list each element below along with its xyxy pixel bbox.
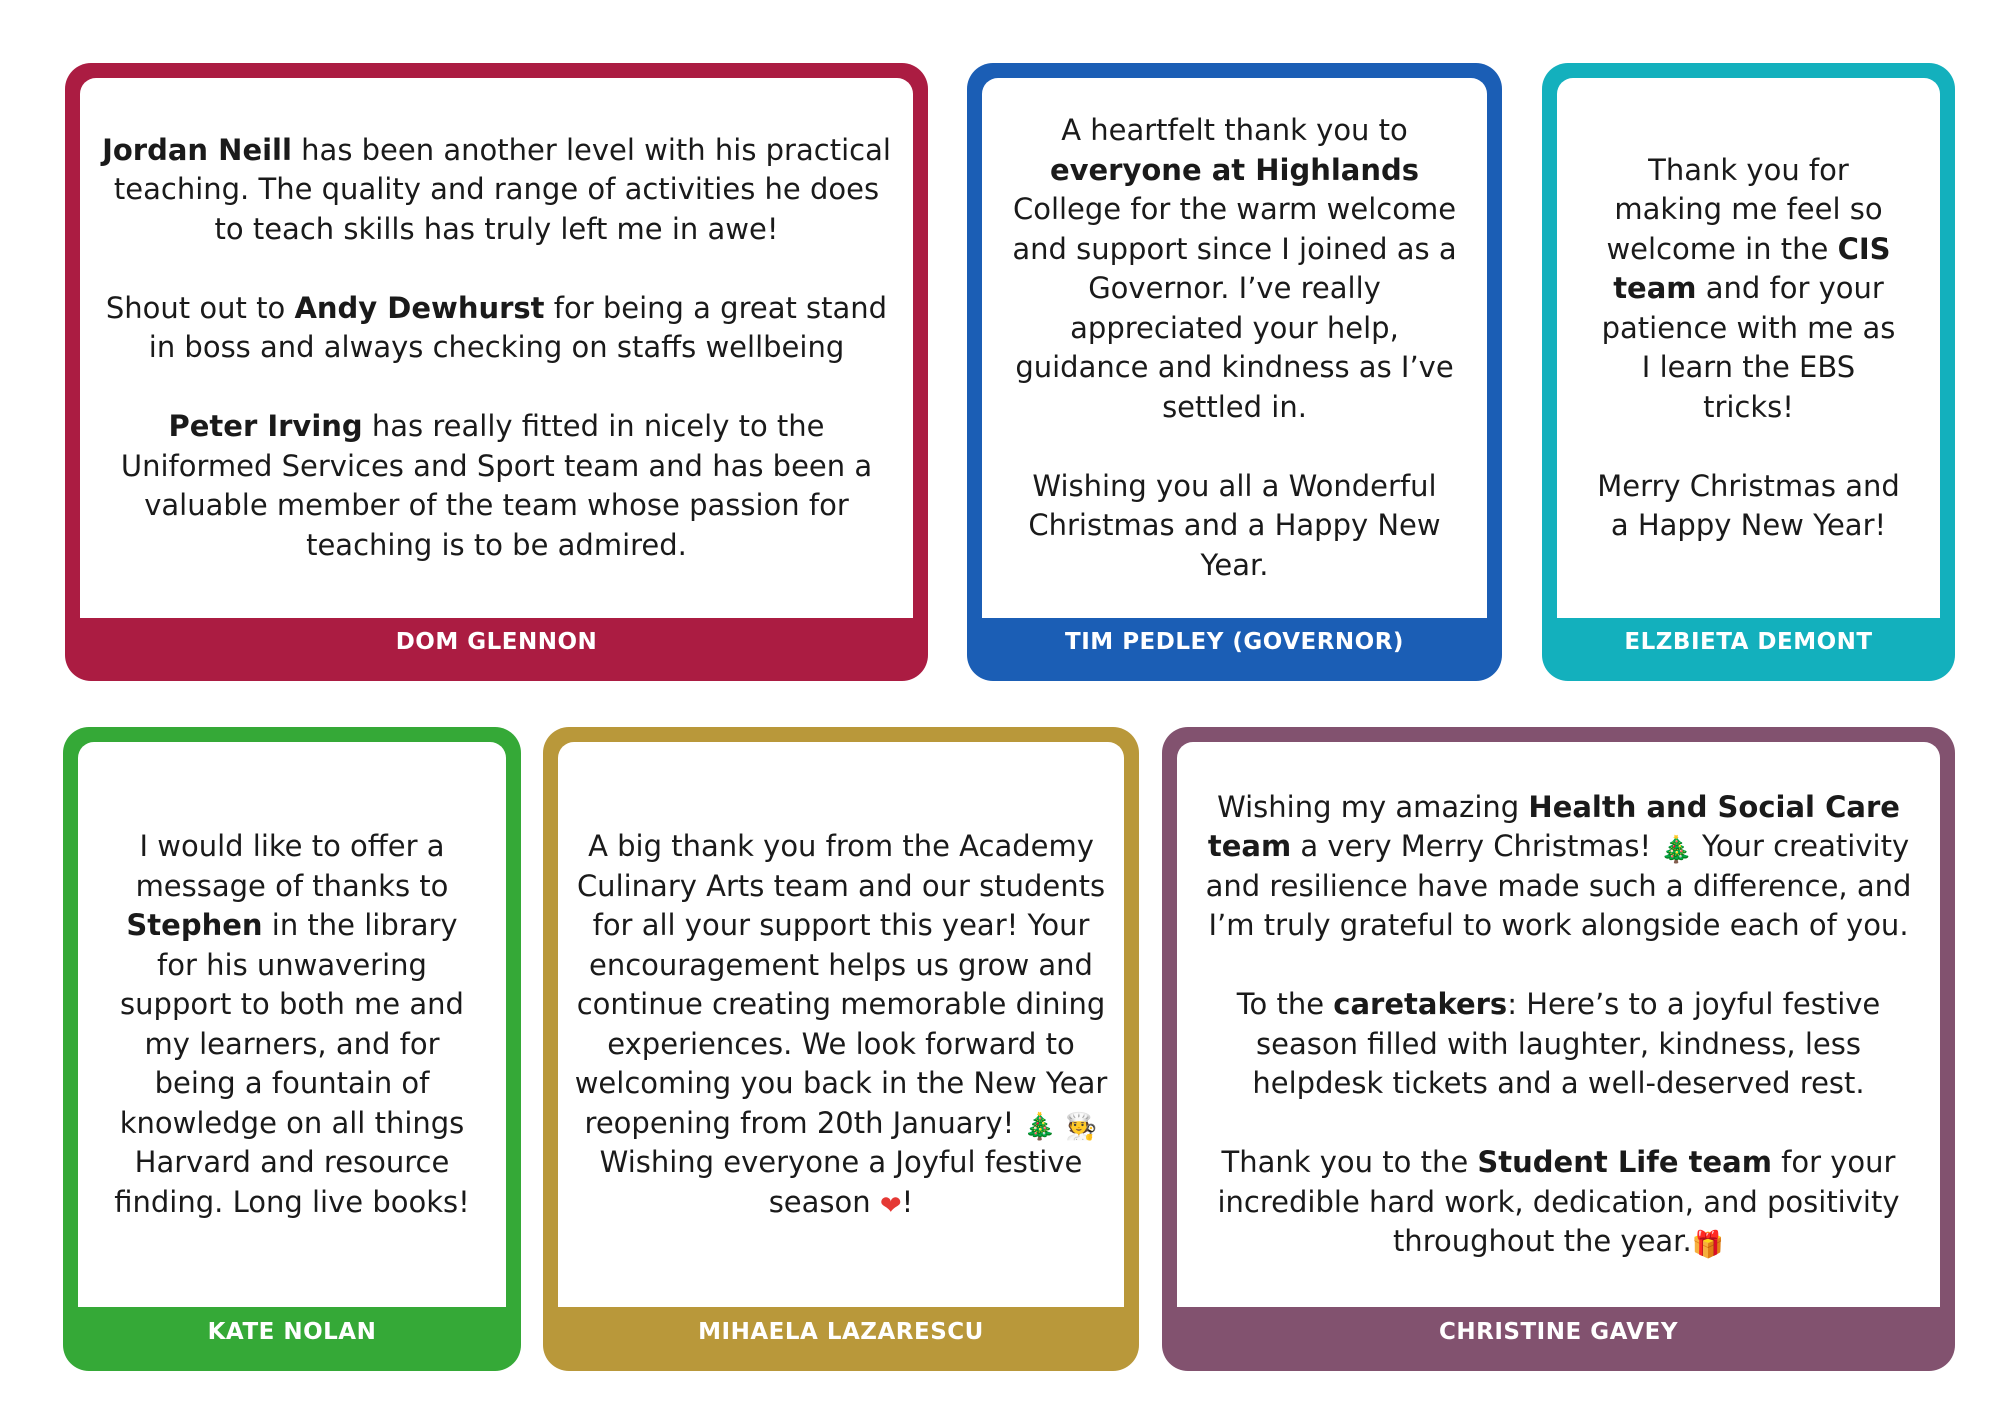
highlighted-name: Student Life team (1477, 1145, 1772, 1179)
message-text-span: A big thank you from the Academy Culinary Arts team and our students for all your support this year! Your encouragement helps us grow and continue creating memorable dining experiences. We look forward to welcoming you back in the New Year reopening from 20th January! (574, 829, 1108, 1140)
message-text-span: Wishing you all a Wonderful Christmas and a Happy New Year. (1028, 468, 1441, 582)
message-text-span: Thank you to the (1221, 1145, 1478, 1179)
message-text-span: for your incredible hard work, dedication, and positivity throughout the year. (1217, 1145, 1900, 1258)
message-text-span: Your creativity and resilience have made such a difference, and I’m truly grateful to work alongside each of you. (1205, 829, 1912, 942)
emoji-icon: 🎄 (1660, 835, 1693, 865)
emoji-icon: ❤ (879, 1190, 902, 1221)
message-paragraph (102, 131, 891, 250)
message-text-span: Wishing my amazing (1217, 789, 1529, 824)
author-name: ELZBIETA DEMONT (1624, 629, 1873, 655)
message-text-span: A heartfelt thank you to (1061, 113, 1408, 147)
message-text-span: ! (901, 1184, 914, 1219)
card-christine-gavey (1162, 727, 1955, 1371)
card-kate-nolan (63, 727, 521, 1371)
highlighted-name: Stephen (126, 908, 263, 942)
message-text-span: has been another level with his practical teaching. The quality and range of activities he does to teach skills has truly left me in awe! (113, 132, 891, 246)
message-paragraph (1595, 151, 1902, 428)
message-box (80, 78, 913, 618)
message-text-span: To the (1236, 987, 1334, 1021)
message-text-span: a very Merry Christmas! (1291, 829, 1661, 863)
message-text (1195, 788, 1922, 1262)
message-text-span: has really fitted in nicely to the Uniformed Services and Sport team and has been a valuable member of the team whose passion for teaching is to be admired. (120, 409, 873, 562)
message-text-span: and for your patience with me as I learn the EBS tricks! (1601, 271, 1896, 424)
card-elzbieta-demont (1542, 63, 1955, 681)
author-name: DOM GLENNON (395, 629, 598, 655)
highlighted-name: caretakers (1333, 987, 1508, 1021)
highlighted-name: CIS team (1613, 231, 1891, 305)
message-paragraph (1000, 467, 1469, 586)
message-text (102, 131, 891, 566)
card-tim-pedley (967, 63, 1502, 681)
message-paragraph (572, 827, 1110, 1222)
card-dom-glennon (65, 63, 928, 681)
emoji-icon: 🎄 (1023, 1111, 1056, 1142)
message-text (572, 827, 1110, 1222)
author-name: MIHAELA LAZARESCU (698, 1318, 984, 1345)
message-paragraph (1195, 1143, 1922, 1262)
message-paragraph (1195, 788, 1922, 946)
message-paragraph (1595, 467, 1902, 546)
message-text-span: Wishing everyone a Joyful festive season (599, 1145, 1083, 1219)
highlighted-name: everyone at Highlands (1049, 152, 1420, 187)
message-text-span: in the library for his unwavering support to both me and my learners, and for being a fountain of knowledge on all things Harvard and resource finding. Long live books! (114, 908, 470, 1219)
message-text-span: I would like to offer a message of thanks to (135, 829, 449, 903)
message-text (1000, 111, 1469, 585)
highlighted-name: Peter Irving (168, 409, 363, 444)
highlighted-name: Jordan Neill (102, 132, 292, 167)
message-text-span: College for the warm welcome and support since I joined as a Governor. I’ve really appreciated your help, guidance and kindness as I’ve settled in. (1012, 192, 1457, 424)
message-text-span (1056, 1106, 1065, 1140)
message-box (558, 742, 1124, 1307)
highlighted-name: Andy Dewhurst (294, 290, 545, 325)
message-paragraph (102, 407, 891, 565)
message-box (1557, 78, 1940, 618)
emoji-icon: 🎁 (1691, 1230, 1725, 1260)
message-box (1177, 742, 1940, 1307)
message-text-span: Shout out to (105, 290, 295, 325)
card-mihaela-lazarescu (543, 727, 1139, 1371)
message-text (1595, 151, 1902, 546)
author-name: TIM PEDLEY (GOVERNOR) (1065, 629, 1404, 655)
message-paragraph (102, 289, 891, 368)
message-text-span: : Here’s to a joyful festive season filled with laughter, kindness, less helpdesk tickets and a well-deserved rest. (1252, 987, 1881, 1100)
message-paragraph (1000, 111, 1469, 427)
message-text (110, 827, 474, 1222)
message-paragraph (1195, 985, 1922, 1104)
author-name: KATE NOLAN (207, 1318, 377, 1345)
message-paragraph (110, 827, 474, 1222)
author-name: CHRISTINE GAVEY (1439, 1318, 1678, 1345)
message-text-span: for being a great stand in boss and always checking on staffs wellbeing (148, 290, 888, 365)
message-box (982, 78, 1487, 618)
message-box (78, 742, 506, 1307)
emoji-icon: 🧑‍🍳 (1065, 1111, 1098, 1142)
message-text-span: Thank you for making me feel so welcome in the (1606, 152, 1883, 266)
highlighted-name: Health and Social Care team (1207, 789, 1900, 863)
message-text-span: Merry Christmas and a Happy New Year! (1597, 468, 1900, 542)
